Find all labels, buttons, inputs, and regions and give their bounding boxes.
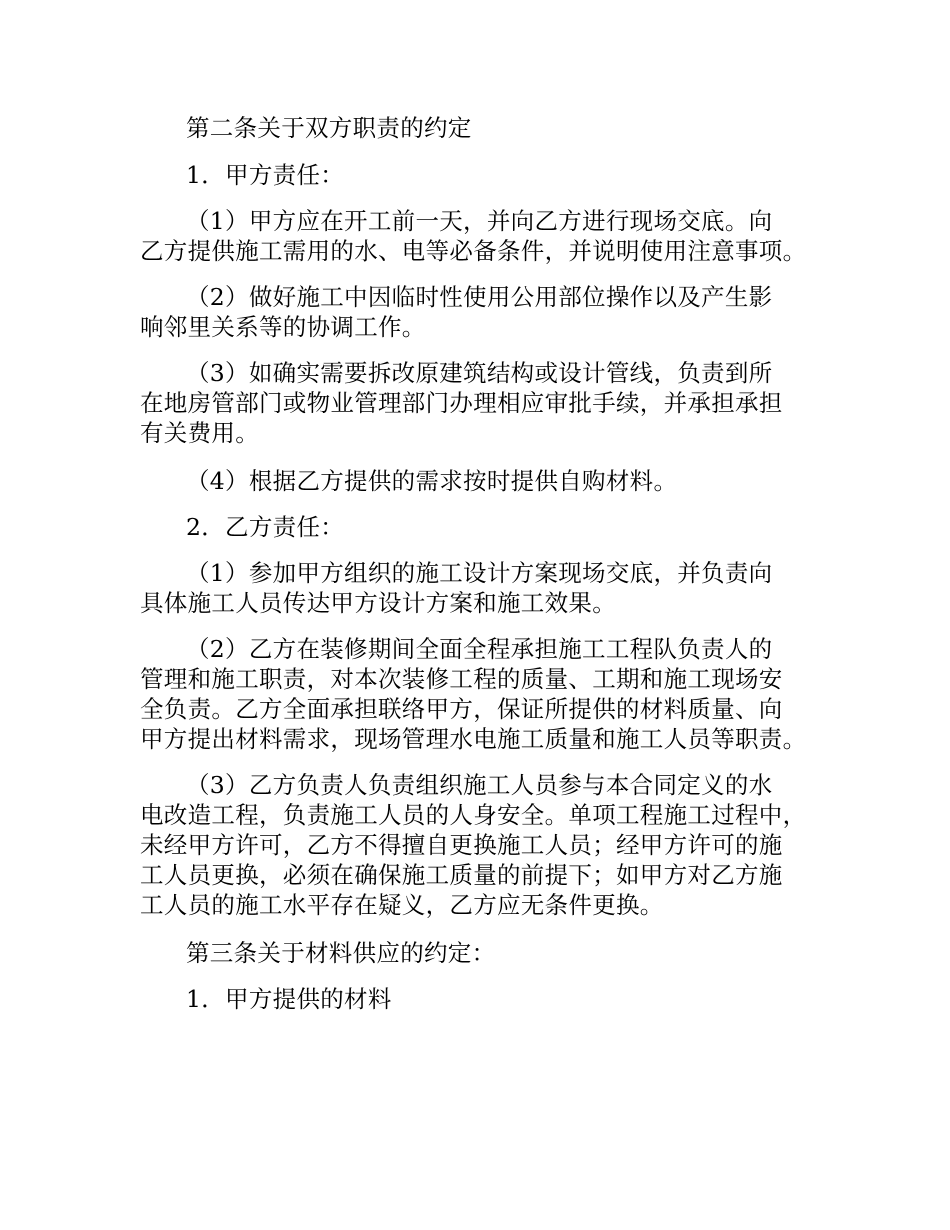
paragraph-line: （2）做好施工中因临时性使用公用部位操作以及产生影 xyxy=(186,283,773,311)
paragraph-line: 电改造工程，负责施工人员的人身安全。单项工程施工过程中， xyxy=(140,801,807,829)
paragraph-line: 未经甲方许可，乙方不得擅自更换施工人员；经甲方许可的施 xyxy=(140,831,783,859)
subheading-party-a: 1．甲方责任： xyxy=(186,161,345,189)
section-heading-2: 第二条关于双方职责的约定 xyxy=(186,114,472,142)
paragraph-line: 响邻里关系等的协调工作。 xyxy=(140,313,426,341)
paragraph-line: 管理和施工职责，对本次装修工程的质量、工期和施工现场安 xyxy=(140,665,783,693)
paragraph-line: 甲方提出材料需求，现场管理水电施工质量和施工人员等职责。 xyxy=(140,725,807,753)
paragraph-line: （4）根据乙方提供的需求按时提供自购材料。 xyxy=(186,467,678,495)
paragraph-line: 具体施工人员传达甲方设计方案和施工效果。 xyxy=(140,589,616,617)
paragraph-line: （3）乙方负责人负责组织施工人员参与本合同定义的水 xyxy=(186,771,773,799)
paragraph-line: 在地房管部门或物业管理部门办理相应审批手续，并承担承担 xyxy=(140,389,783,417)
subheading-materials: 1．甲方提供的材料 xyxy=(186,985,392,1013)
section-heading-3: 第三条关于材料供应的约定： xyxy=(186,939,496,967)
paragraph-line: 有关费用。 xyxy=(140,419,259,447)
paragraph-line: （1）甲方应在开工前一天，并向乙方进行现场交底。向 xyxy=(186,207,773,235)
paragraph-line: （1）参加甲方组织的施工设计方案现场交底，并负责向 xyxy=(186,559,773,587)
paragraph-line: （3）如确实需要拆改原建筑结构或设计管线，负责到所 xyxy=(186,359,773,387)
paragraph-line: （2）乙方在装修期间全面全程承担施工工程队负责人的 xyxy=(186,635,773,663)
paragraph-line: 工人员更换，必须在确保施工质量的前提下；如甲方对乙方施 xyxy=(140,861,783,889)
paragraph-line: 工人员的施工水平存在疑义，乙方应无条件更换。 xyxy=(140,891,664,919)
paragraph-line: 乙方提供施工需用的水、电等必备条件，并说明使用注意事项。 xyxy=(140,237,807,265)
subheading-party-b: 2．乙方责任： xyxy=(186,513,345,541)
paragraph-line: 全负责。乙方全面承担联络甲方，保证所提供的材料质量、向 xyxy=(140,695,783,723)
